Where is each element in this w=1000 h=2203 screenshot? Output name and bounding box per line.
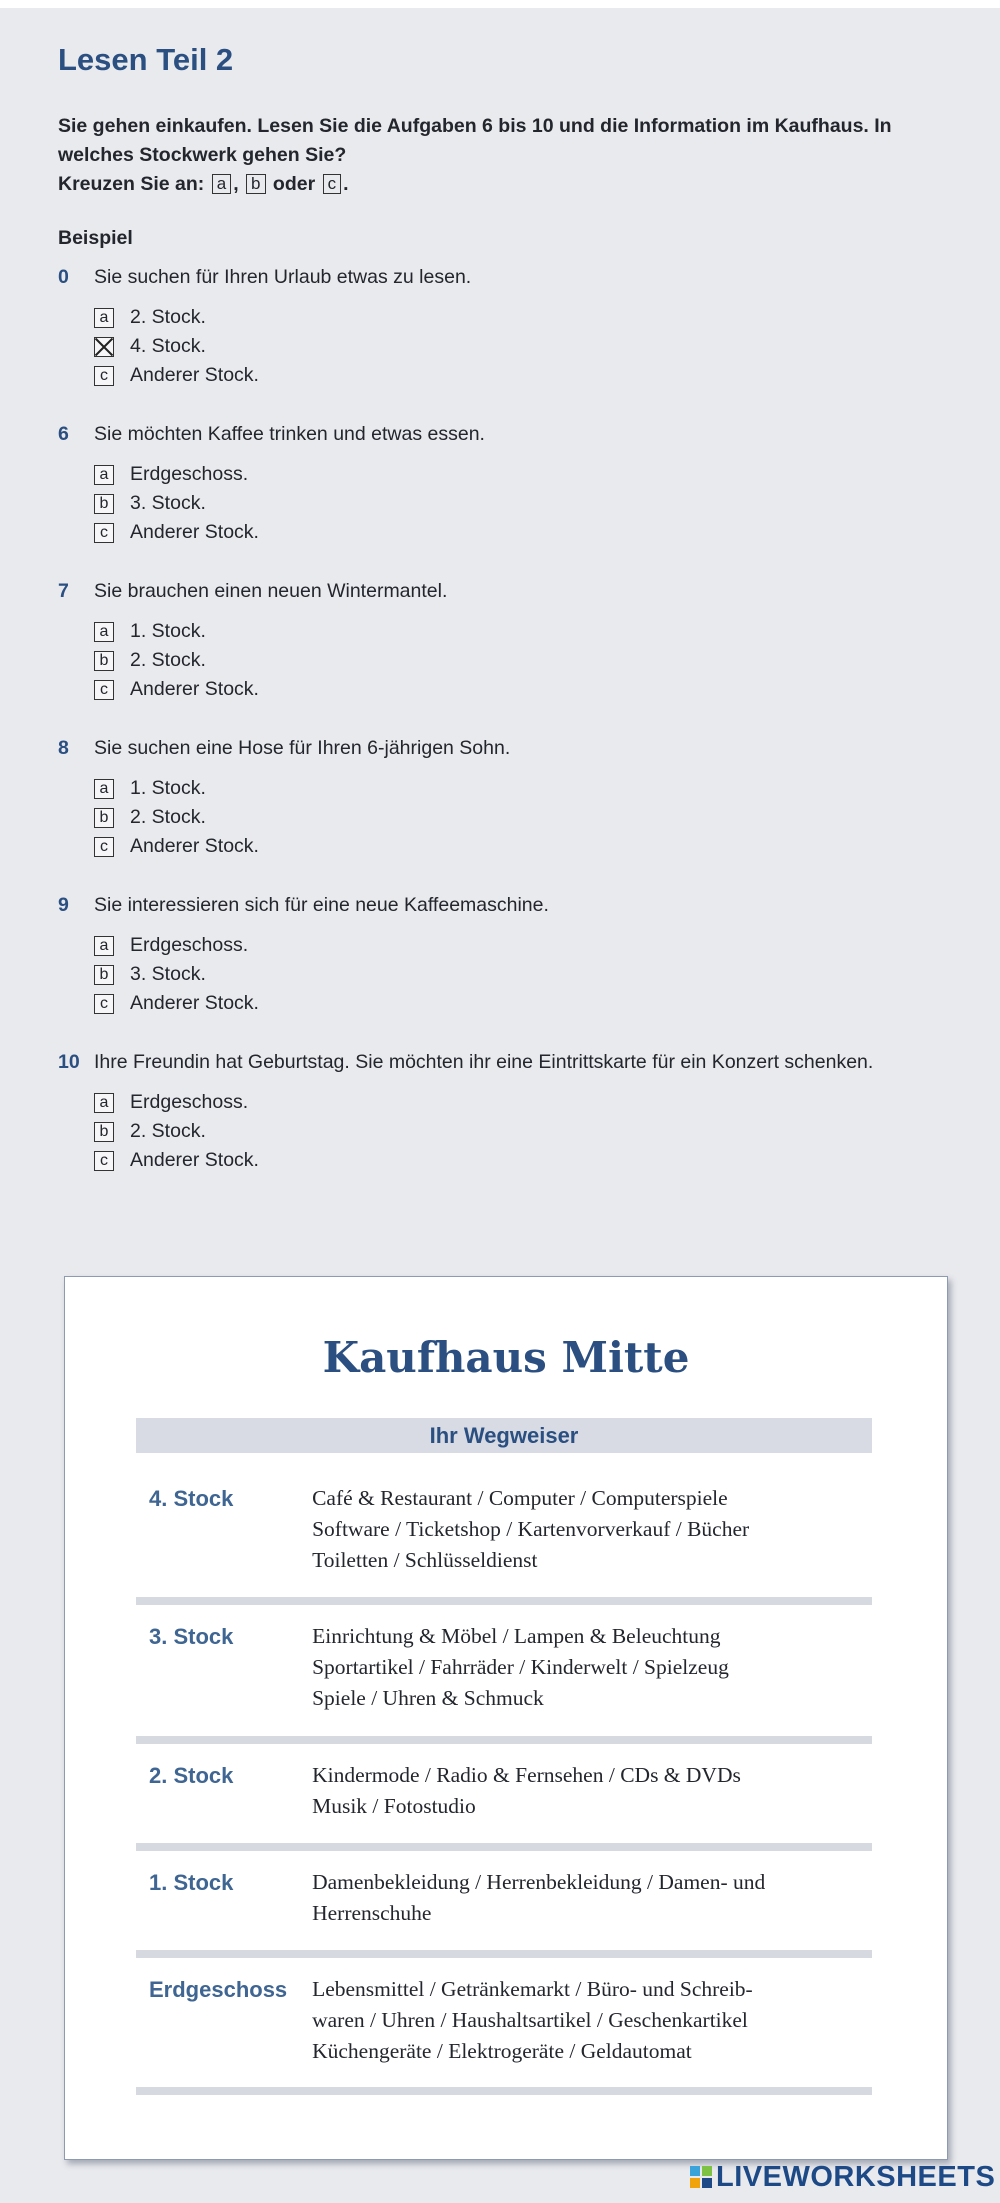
directory-subtitle: Ihr Wegweiser [136, 1418, 872, 1453]
answer-option-c[interactable] [94, 832, 958, 861]
answer-option-b[interactable] [94, 960, 958, 989]
floor-label: 2. Stock [149, 1763, 234, 1788]
floor-label: Erdgeschoss [149, 1977, 288, 2002]
question-number: 0 [58, 266, 69, 288]
department-line: Küchengeräte / Elektrogeräte / Geldautomat [312, 2039, 692, 2063]
checkbox-c[interactable]: c [94, 1151, 114, 1171]
question-line [58, 737, 958, 760]
floor-departments [312, 1867, 869, 1929]
question-line [58, 266, 958, 289]
answer-option-a[interactable] [94, 931, 958, 960]
divider [136, 1597, 872, 1605]
floor-departments [312, 1483, 869, 1576]
department-line: Software / Ticketshop / Kartenvorverkauf / Bücher [312, 1517, 750, 1541]
checkbox-b[interactable]: b [94, 808, 114, 828]
checkbox-b[interactable]: b [94, 494, 114, 514]
question-8 [58, 737, 958, 861]
example-box-b: b [246, 174, 265, 194]
answer-option-label: 3. Stock. [130, 492, 206, 514]
checkbox-c[interactable]: c [94, 366, 114, 386]
answer-options [94, 460, 958, 547]
question-number: 6 [58, 423, 69, 445]
floor-row [149, 1483, 869, 1576]
answer-option-label: Erdgeschoss. [130, 463, 249, 485]
answer-option-label: 4. Stock. [130, 335, 206, 357]
answer-options [94, 303, 958, 390]
checkbox-a[interactable]: a [94, 308, 114, 328]
divider [136, 1843, 872, 1851]
floor-label: 3. Stock [149, 1624, 234, 1649]
floor-row [149, 1760, 869, 1822]
instructions-line-2: welches Stockwerk gehen Sie? [58, 144, 347, 166]
instructions [58, 112, 938, 199]
answer-option-a[interactable] [94, 303, 958, 332]
floor-departments [312, 1760, 869, 1822]
answer-option-label: Anderer Stock. [130, 1149, 259, 1171]
answer-options [94, 774, 958, 861]
question-9 [58, 894, 958, 1018]
answer-option-label: Anderer Stock. [130, 521, 259, 543]
floor-row [149, 1621, 869, 1714]
floor-row [149, 1974, 869, 2067]
floor-departments [312, 1621, 869, 1714]
logo-mark-icon [690, 2166, 712, 2188]
department-line: Toiletten / Schlüsseldienst [312, 1548, 538, 1572]
answer-option-label: 2. Stock. [130, 649, 206, 671]
answer-option-c[interactable] [94, 989, 958, 1018]
liveworksheets-logo[interactable] [690, 2160, 995, 2194]
question-line [58, 894, 958, 917]
department-line: Café & Restaurant / Computer / Computerspiele [312, 1486, 728, 1510]
store-directory [64, 1276, 948, 2160]
checkbox-b[interactable]: b [94, 651, 114, 671]
floor-label: 1. Stock [149, 1870, 234, 1895]
question-number: 10 [58, 1051, 80, 1073]
question-text: Sie interessieren sich für eine neue Kaffeemaschine. [94, 894, 549, 916]
question-line [58, 1051, 958, 1074]
checkbox-b[interactable]: b [94, 1122, 114, 1142]
question-text: Sie suchen für Ihren Urlaub etwas zu lesen. [94, 266, 472, 288]
answer-option-label: Anderer Stock. [130, 678, 259, 700]
department-line: Spiele / Uhren & Schmuck [312, 1686, 544, 1710]
divider [136, 2087, 872, 2095]
logo-text: LIVEWORKSHEETS [716, 2160, 996, 2193]
answer-option-label: 2. Stock. [130, 806, 206, 828]
answer-option-c[interactable] [94, 361, 958, 390]
answer-option-a[interactable] [94, 460, 958, 489]
answer-option-b[interactable] [94, 489, 958, 518]
question-0 [58, 266, 958, 390]
answer-option-a[interactable] [94, 1088, 958, 1117]
instructions-prefix: Kreuzen Sie an: [58, 173, 205, 195]
divider [136, 1736, 872, 1744]
question-10 [58, 1051, 958, 1175]
answer-option-label: Anderer Stock. [130, 364, 259, 386]
answer-option-label: 2. Stock. [130, 1120, 206, 1142]
checkbox-c[interactable]: c [94, 523, 114, 543]
question-7 [58, 580, 958, 704]
question-text: Sie suchen eine Hose für Ihren 6-jährigen Sohn. [94, 737, 511, 759]
department-line: Musik / Fotostudio [312, 1794, 476, 1818]
page-title: Lesen Teil 2 [58, 42, 234, 77]
department-line: waren / Uhren / Haushaltsartikel / Geschenkartikel [312, 2008, 748, 2032]
question-line [58, 423, 958, 446]
checkbox-a[interactable]: a [94, 622, 114, 642]
instructions-oder: oder [272, 173, 316, 195]
answer-option-c[interactable] [94, 1146, 958, 1175]
department-line: Kindermode / Radio & Fernsehen / CDs & DVDs [312, 1763, 741, 1787]
directory-title: Kaufhaus Mitte [322, 1333, 690, 1382]
answer-options [94, 617, 958, 704]
floor-row [149, 1867, 869, 1929]
example-box-c: c [323, 174, 342, 194]
answer-option-label: Anderer Stock. [130, 992, 259, 1014]
instructions-line-3: Kreuzen Sie an: a , b oder c . [58, 173, 349, 195]
answer-options [94, 931, 958, 1018]
answer-option-c[interactable] [94, 518, 958, 547]
checkbox-c[interactable]: c [94, 837, 114, 857]
example-heading: Beispiel [58, 227, 133, 249]
answer-option-label: Erdgeschoss. [130, 934, 249, 956]
answer-option-label: Erdgeschoss. [130, 1091, 249, 1113]
checkbox-b[interactable]: b [94, 965, 114, 985]
checkbox-a[interactable]: a [94, 1093, 114, 1113]
answer-options [94, 1088, 958, 1175]
answer-option-label: 1. Stock. [130, 620, 206, 642]
question-number: 7 [58, 580, 69, 602]
question-6 [58, 423, 958, 547]
answer-option-b[interactable] [94, 646, 958, 675]
question-text: Ihre Freundin hat Geburtstag. Sie möchten ihr eine Eintrittskarte für ein Konzert schenken. [94, 1051, 874, 1073]
answer-option-a[interactable] [94, 617, 958, 646]
answer-option-b[interactable] [94, 803, 958, 832]
example-box-a: a [212, 174, 231, 194]
department-line: Sportartikel / Fahrräder / Kinderwelt / Spielzeug [312, 1655, 729, 1679]
department-line: Lebensmittel / Getränkemarkt / Büro- und Schreib- [312, 1977, 753, 2001]
answer-option-c[interactable] [94, 675, 958, 704]
department-line: Damenbekleidung / Herrenbekleidung / Damen- und [312, 1870, 766, 1894]
answer-option-label: 2. Stock. [130, 306, 206, 328]
question-line [58, 580, 958, 603]
checkbox-a[interactable]: a [94, 936, 114, 956]
department-line: Einrichtung & Möbel / Lampen & Beleuchtung [312, 1624, 721, 1648]
checkbox-c[interactable]: c [94, 994, 114, 1014]
answer-option-b[interactable] [94, 332, 958, 361]
answer-option-label: Anderer Stock. [130, 835, 259, 857]
checkbox-c[interactable]: c [94, 680, 114, 700]
floor-departments [312, 1974, 869, 2067]
checkbox-a[interactable]: a [94, 779, 114, 799]
question-text: Sie möchten Kaffee trinken und etwas essen. [94, 423, 485, 445]
instructions-line-1: Sie gehen einkaufen. Lesen Sie die Aufgaben 6 bis 10 und die Information im Kaufhaus. In [58, 115, 892, 137]
question-text: Sie brauchen einen neuen Wintermantel. [94, 580, 448, 602]
answer-option-label: 3. Stock. [130, 963, 206, 985]
question-number: 8 [58, 737, 69, 759]
answer-option-b[interactable] [94, 1117, 958, 1146]
checkbox-a[interactable]: a [94, 465, 114, 485]
answer-option-label: 1. Stock. [130, 777, 206, 799]
question-number: 9 [58, 894, 69, 916]
divider [136, 1950, 872, 1958]
floor-label: 4. Stock [149, 1486, 234, 1511]
answer-option-a[interactable] [94, 774, 958, 803]
checkbox-checked[interactable] [94, 337, 114, 357]
department-line: Herrenschuhe [312, 1901, 432, 1925]
